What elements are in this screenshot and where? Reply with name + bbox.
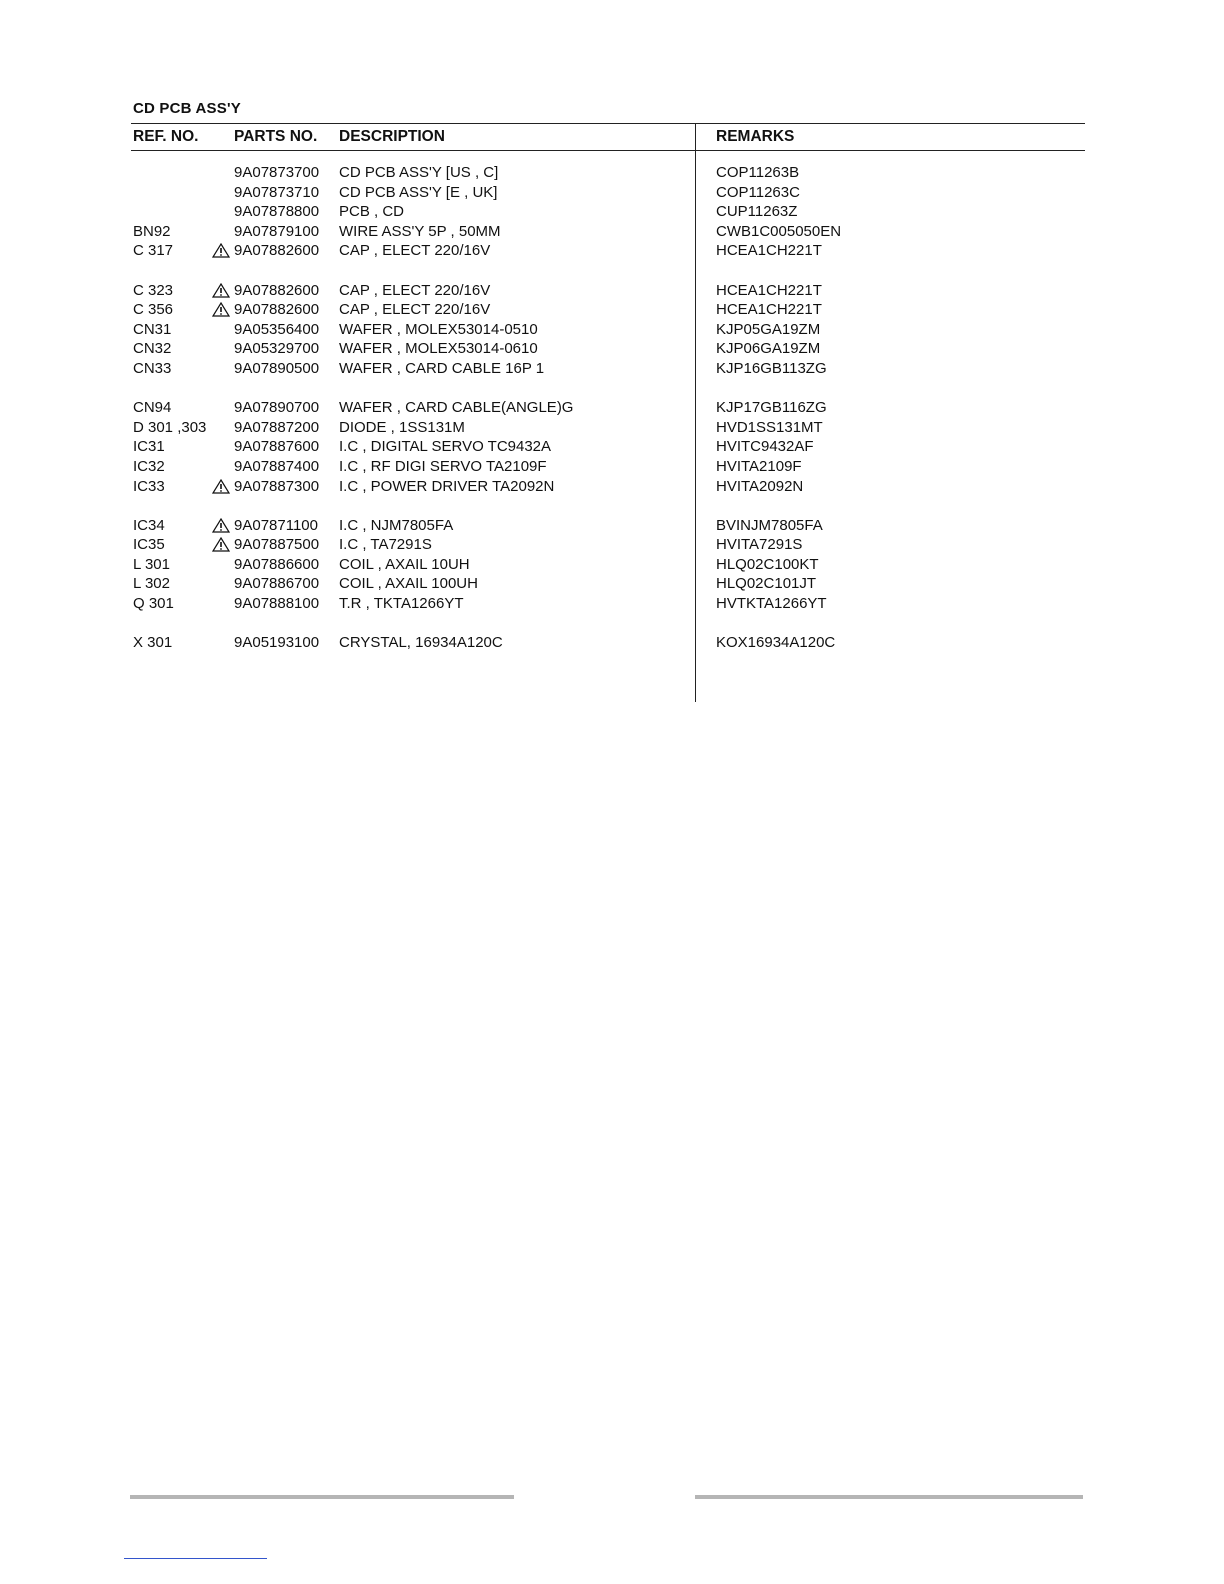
- cell-remarks: COP11263B: [716, 164, 800, 181]
- cell-remarks: COP11263C: [716, 183, 800, 201]
- cell-ref-no: L 301: [133, 555, 170, 573]
- warning-triangle-icon: [212, 477, 232, 496]
- warning-triangle-icon: [212, 535, 232, 554]
- table-row: [0, 300, 1224, 320]
- row-spacer: [0, 614, 1224, 634]
- parts-list: [0, 163, 1224, 653]
- cell-remarks: HVTKTA1266YT: [716, 595, 827, 613]
- cell-parts-no: 9A07882600: [234, 281, 320, 299]
- cell-remarks: BVINJM7805FA: [716, 516, 823, 534]
- cell-remarks: CWB1C005050EN: [716, 222, 842, 240]
- table-row: [0, 359, 1224, 379]
- cell-remarks: KOX16934A120C: [716, 634, 836, 652]
- cell-parts-no: 9A05329700: [234, 340, 320, 358]
- cell-remarks: KJP17GB116ZG: [716, 399, 827, 417]
- cell-ref-no: L 302: [133, 575, 170, 593]
- table-row: [0, 398, 1224, 418]
- table-row: [0, 457, 1224, 477]
- cell-description: I.C , NJM7805FA: [339, 516, 454, 534]
- cell-parts-no: 9A07887600: [234, 438, 320, 456]
- cell-remarks: HVITC9432AF: [716, 438, 814, 456]
- cell-remarks: HLQ02C100KT: [716, 555, 819, 573]
- table-row: [0, 183, 1224, 203]
- row-spacer: [0, 496, 1224, 516]
- warning-triangle-icon: [212, 300, 232, 319]
- cell-description: I.C , TA7291S: [339, 536, 432, 554]
- table-row: [0, 555, 1224, 575]
- table-row: [0, 202, 1224, 222]
- cell-ref-no: IC31: [133, 438, 165, 456]
- table-row: [0, 437, 1224, 457]
- cell-ref-no: CN94: [133, 399, 172, 417]
- header-parts-no: PARTS NO.: [234, 128, 318, 145]
- table-row: [0, 574, 1224, 594]
- cell-remarks: CUP11263Z: [716, 203, 798, 221]
- cell-ref-no: BN92: [133, 222, 171, 240]
- row-spacer: [0, 261, 1224, 281]
- cell-description: T.R , TKTA1266YT: [339, 595, 464, 613]
- cell-description: WAFER , CARD CABLE 16P 1: [339, 359, 545, 377]
- footer-bar-right: [695, 1495, 1083, 1499]
- cell-parts-no: 9A07886700: [234, 575, 320, 593]
- cell-parts-no: 9A07873700: [234, 164, 320, 181]
- cell-description: CAP , ELECT 220/16V: [339, 281, 491, 299]
- header-bottom-rule: [131, 150, 1085, 151]
- cell-ref-no: IC32: [133, 457, 165, 475]
- table-row: [0, 281, 1224, 301]
- cell-ref-no: IC33: [133, 477, 165, 495]
- cell-parts-no: 9A07887400: [234, 457, 320, 475]
- header-description: DESCRIPTION: [339, 128, 445, 145]
- cell-parts-no: 9A07878800: [234, 203, 320, 221]
- warning-triangle-icon: [212, 516, 232, 535]
- table-row: [0, 477, 1224, 497]
- cell-remarks: KJP06GA19ZM: [716, 340, 821, 358]
- cell-ref-no: CN31: [133, 320, 172, 338]
- cell-description: CAP , ELECT 220/16V: [339, 301, 491, 319]
- cell-description: CD PCB ASS'Y [E , UK]: [339, 183, 498, 201]
- cell-parts-no: 9A07882600: [234, 301, 320, 319]
- cell-ref-no: Q 301: [133, 595, 174, 613]
- cell-remarks: HCEA1CH221T: [716, 281, 822, 299]
- cell-ref-no: IC35: [133, 536, 165, 554]
- cell-remarks: HVITA7291S: [716, 536, 803, 554]
- table-row: [0, 320, 1224, 340]
- cell-remarks: HVITA2092N: [716, 477, 804, 495]
- cell-parts-no: 9A07888100: [234, 595, 320, 613]
- cell-description: WAFER , CARD CABLE(ANGLE)G: [339, 399, 574, 417]
- section-title: CD PCB ASS'Y: [133, 100, 241, 117]
- cell-ref-no: C 317: [133, 242, 174, 260]
- cell-parts-no: 9A07887500: [234, 536, 320, 554]
- footer-bar-left: [130, 1495, 514, 1499]
- cell-remarks: HVD1SS131MT: [716, 418, 823, 436]
- cell-remarks: KJP05GA19ZM: [716, 320, 821, 338]
- cell-parts-no: 9A07887200: [234, 418, 320, 436]
- cell-description: COIL , AXAIL 100UH: [339, 575, 478, 593]
- cell-parts-no: 9A05356400: [234, 320, 320, 338]
- cell-description: WAFER , MOLEX53014-0510: [339, 320, 538, 338]
- cell-parts-no: 9A07873710: [234, 183, 320, 201]
- cell-remarks: HCEA1CH221T: [716, 242, 822, 260]
- header-remarks: REMARKS: [716, 128, 795, 145]
- table-row: [0, 241, 1224, 261]
- cell-remarks: HCEA1CH221T: [716, 301, 822, 319]
- row-spacer: [0, 379, 1224, 399]
- cell-parts-no: 9A07882600: [234, 242, 320, 260]
- cell-ref-no: C 323: [133, 281, 174, 299]
- cell-description: CD PCB ASS'Y [US , C]: [339, 164, 499, 181]
- cell-parts-no: 9A07890700: [234, 399, 320, 417]
- warning-triangle-icon: [212, 281, 232, 300]
- cell-parts-no: 9A07886600: [234, 555, 320, 573]
- table-row: [0, 516, 1224, 536]
- cell-description: CRYSTAL, 16934A120C: [339, 634, 503, 652]
- cell-ref-no: C 356: [133, 301, 174, 319]
- cell-description: CAP , ELECT 220/16V: [339, 242, 491, 260]
- cell-remarks: HVITA2109F: [716, 457, 802, 475]
- table-row: [0, 633, 1224, 653]
- cell-ref-no: CN33: [133, 359, 172, 377]
- cell-parts-no: 9A07871100: [234, 516, 318, 534]
- cell-description: I.C , RF DIGI SERVO TA2109F: [339, 457, 547, 475]
- cell-description: COIL , AXAIL 10UH: [339, 555, 470, 573]
- cell-description: WAFER , MOLEX53014-0610: [339, 340, 538, 358]
- table-top-rule: [131, 123, 1085, 124]
- table-row: [0, 339, 1224, 359]
- cell-ref-no: D 301 ,303: [133, 418, 207, 436]
- cell-description: I.C , DIGITAL SERVO TC9432A: [339, 438, 552, 456]
- table-row: [0, 222, 1224, 242]
- cell-remarks: HLQ02C101JT: [716, 575, 817, 593]
- cell-description: WIRE ASS'Y 5P , 50MM: [339, 222, 501, 240]
- header-ref-no: REF. NO.: [133, 128, 199, 145]
- table-row: [0, 594, 1224, 614]
- cell-description: PCB , CD: [339, 203, 405, 221]
- table-row: [0, 418, 1224, 438]
- table-row: [0, 163, 1224, 183]
- cell-parts-no: 9A07879100: [234, 222, 320, 240]
- cell-description: I.C , POWER DRIVER TA2092N: [339, 477, 555, 495]
- cell-ref-no: X 301: [133, 634, 173, 652]
- cell-parts-no: 9A05193100: [234, 634, 320, 652]
- corner-line: [124, 1558, 267, 1559]
- cell-parts-no: 9A07890500: [234, 359, 320, 377]
- cell-remarks: KJP16GB113ZG: [716, 359, 827, 377]
- warning-triangle-icon: [212, 241, 232, 260]
- cell-ref-no: CN32: [133, 340, 172, 358]
- cell-description: DIODE , 1SS131M: [339, 418, 465, 436]
- cell-ref-no: IC34: [133, 516, 165, 534]
- table-row: [0, 535, 1224, 555]
- cell-parts-no: 9A07887300: [234, 477, 320, 495]
